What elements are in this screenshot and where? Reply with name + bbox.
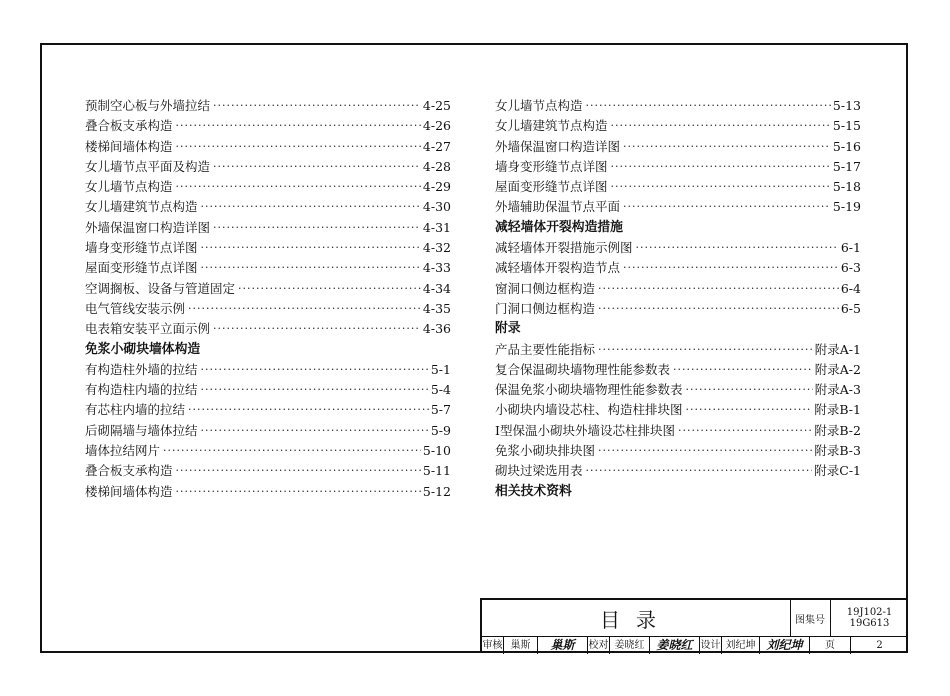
toc-entry xyxy=(85,157,451,177)
leader-dots xyxy=(598,340,813,360)
toc-entry xyxy=(495,258,861,278)
entry-title: 叠合板支承构造 xyxy=(85,463,173,479)
review-name: 巢斯 xyxy=(504,637,538,654)
toc-entry xyxy=(85,137,451,157)
entry-title: 有构造柱外墙的拉结 xyxy=(85,361,198,377)
entry-title: 保温免浆小砌块墙物理性能参数表 xyxy=(495,382,683,398)
toc-entry xyxy=(85,116,451,136)
entry-page: 5-7 xyxy=(430,402,451,418)
leader-dots xyxy=(213,319,421,339)
entry-page: 4-32 xyxy=(422,240,451,256)
toc-entry xyxy=(85,360,451,380)
toc-right-column xyxy=(495,96,861,502)
leader-dots xyxy=(598,299,839,319)
toc-entry xyxy=(85,238,451,258)
leader-dots xyxy=(176,137,421,157)
toc-entry xyxy=(85,441,451,461)
entry-page: 附录B-1 xyxy=(814,402,861,418)
entry-title: I型保温小砌块外墙设芯柱排块图 xyxy=(495,422,675,438)
leader-dots xyxy=(686,380,813,400)
entry-page: 4-33 xyxy=(422,260,451,276)
leader-dots xyxy=(176,177,421,197)
entry-title: 免浆小砌块墙体构造 xyxy=(85,341,201,357)
leader-dots xyxy=(201,360,429,380)
leader-dots xyxy=(201,197,421,217)
entry-title: 楼梯间墙体构造 xyxy=(85,138,173,154)
entry-title: 外墙保温窗口构造详图 xyxy=(495,138,621,154)
leader-dots xyxy=(636,238,839,258)
entry-title: 外墙保温窗口构造详图 xyxy=(85,219,211,235)
leader-dots xyxy=(678,421,812,441)
entry-title: 屋面变形缝节点详图 xyxy=(495,179,608,195)
entry-title: 门洞口侧边框构造 xyxy=(495,300,596,316)
entry-page: 附录B-3 xyxy=(814,443,861,459)
entry-page: 5-13 xyxy=(832,98,861,113)
entry-title: 减轻墙体开裂构造节点 xyxy=(495,260,621,276)
leader-dots xyxy=(623,197,831,217)
leader-dots xyxy=(163,441,421,461)
leader-dots xyxy=(213,218,421,238)
entry-page: 4-28 xyxy=(422,158,451,174)
entry-page: 5-17 xyxy=(832,158,861,174)
entry-page: 5-12 xyxy=(422,483,451,499)
leader-dots xyxy=(176,461,421,481)
entry-page: 附录B-2 xyxy=(814,422,861,438)
leader-dots xyxy=(586,461,813,481)
section-heading xyxy=(85,340,451,360)
entry-page: 附录A-2 xyxy=(814,361,861,377)
check-name: 姜晓红 xyxy=(610,637,650,654)
leader-dots xyxy=(238,279,421,299)
signature-row xyxy=(482,636,908,654)
entry-title: 减轻墙体开裂构造措施 xyxy=(495,219,623,235)
entry-page: 5-19 xyxy=(832,199,861,215)
entry-title: 复合保温砌块墙物理性能参数表 xyxy=(495,361,671,377)
section-heading xyxy=(495,218,861,238)
entry-title: 相关技术资料 xyxy=(495,483,572,499)
entry-page: 4-29 xyxy=(422,179,451,195)
leader-dots xyxy=(201,421,429,441)
leader-dots xyxy=(611,177,831,197)
entry-title: 楼梯间墙体构造 xyxy=(85,483,173,499)
atlas-number xyxy=(831,600,908,636)
toc-entry xyxy=(495,441,861,461)
entry-page: 4-25 xyxy=(422,98,451,113)
toc-entry xyxy=(495,279,861,299)
entry-title: 后砌隔墙与墙体拉结 xyxy=(85,422,198,438)
leader-dots xyxy=(598,279,839,299)
entry-title: 空调搁板、设备与管道固定 xyxy=(85,280,236,296)
entry-page: 4-26 xyxy=(422,118,451,134)
entry-title: 墙体拉结网片 xyxy=(85,443,161,459)
leader-dots xyxy=(188,400,429,420)
entry-page: 4-35 xyxy=(422,300,451,316)
leader-dots xyxy=(201,238,421,258)
entry-page: 5-10 xyxy=(422,443,451,459)
title-block xyxy=(480,598,908,653)
toc-entry xyxy=(495,299,861,319)
review-label: 审核 xyxy=(482,637,504,654)
toc-entry xyxy=(85,299,451,319)
entry-page: 6-1 xyxy=(840,240,861,256)
entry-page: 6-3 xyxy=(840,260,861,276)
toc-entry xyxy=(495,400,861,420)
entry-title: 女儿墙节点构造 xyxy=(495,98,583,113)
toc-entry xyxy=(85,461,451,481)
toc-entry xyxy=(85,177,451,197)
toc-entry xyxy=(495,380,861,400)
review-signature: 巢斯 xyxy=(538,637,588,654)
entry-title: 预制空心板与外墙拉结 xyxy=(85,98,211,113)
entry-title: 女儿墙建筑节点构造 xyxy=(495,118,608,134)
leader-dots xyxy=(201,258,421,278)
entry-title: 墙身变形缝节点详图 xyxy=(85,240,198,256)
entry-title: 女儿墙节点平面及构造 xyxy=(85,158,211,174)
entry-page: 5-18 xyxy=(832,179,861,195)
entry-page: 4-36 xyxy=(422,321,451,337)
toc-entry xyxy=(85,218,451,238)
entry-page: 5-9 xyxy=(430,422,451,438)
toc-entry xyxy=(495,96,861,116)
toc-entry xyxy=(85,197,451,217)
check-label: 校对 xyxy=(588,637,610,654)
entry-title: 外墙辅助保温节点平面 xyxy=(495,199,621,215)
leader-dots xyxy=(686,400,813,420)
atlas-number-2: 19G613 xyxy=(849,618,890,629)
entry-page: 5-15 xyxy=(832,118,861,134)
entry-page: 附录A-1 xyxy=(814,341,861,357)
entry-page: 5-1 xyxy=(430,361,451,377)
page-label: 页 xyxy=(810,637,851,654)
entry-title: 有芯柱内墙的拉结 xyxy=(85,402,186,418)
toc-left-column xyxy=(85,96,451,502)
sheet-title: 目录 xyxy=(482,600,791,636)
design-name: 刘纪坤 xyxy=(722,637,760,654)
section-heading xyxy=(495,482,861,502)
entry-page: 4-30 xyxy=(422,199,451,215)
toc-entry xyxy=(495,137,861,157)
entry-title: 女儿墙建筑节点构造 xyxy=(85,199,198,215)
toc-entry xyxy=(495,340,861,360)
toc-entry xyxy=(495,197,861,217)
entry-title: 女儿墙节点构造 xyxy=(85,179,173,195)
leader-dots xyxy=(623,137,831,157)
leader-dots xyxy=(598,441,812,461)
leader-dots xyxy=(673,360,813,380)
toc-entry xyxy=(85,258,451,278)
entry-page: 附录A-3 xyxy=(814,382,861,398)
leader-dots xyxy=(213,96,421,116)
leader-dots xyxy=(188,299,421,319)
entry-title: 附录 xyxy=(495,321,521,337)
entry-page: 6-5 xyxy=(840,300,861,316)
toc-entry xyxy=(495,461,861,481)
toc-entry xyxy=(495,177,861,197)
toc-entry xyxy=(85,96,451,116)
entry-page: 附录C-1 xyxy=(814,463,861,479)
toc-entry xyxy=(495,238,861,258)
entry-title: 免浆小砌块排块图 xyxy=(495,443,596,459)
leader-dots xyxy=(611,157,831,177)
entry-title: 电气管线安装示例 xyxy=(85,300,186,316)
entry-title: 有构造柱内墙的拉结 xyxy=(85,382,198,398)
atlas-number-1: 19J102-1 xyxy=(846,607,893,618)
entry-title: 砌块过梁选用表 xyxy=(495,463,583,479)
leader-dots xyxy=(213,157,421,177)
toc-entry xyxy=(495,116,861,136)
section-heading xyxy=(495,319,861,339)
leader-dots xyxy=(176,482,421,502)
toc-entry xyxy=(85,319,451,339)
leader-dots xyxy=(586,96,831,116)
design-label: 设计 xyxy=(700,637,722,654)
entry-page: 4-27 xyxy=(422,138,451,154)
toc-entry xyxy=(495,360,861,380)
toc-entry xyxy=(85,380,451,400)
leader-dots xyxy=(611,116,831,136)
toc-entry xyxy=(85,400,451,420)
toc-entry xyxy=(85,421,451,441)
entry-page: 5-4 xyxy=(430,382,451,398)
entry-page: 4-31 xyxy=(422,219,451,235)
toc-entry xyxy=(85,279,451,299)
atlas-number-label: 图集号 xyxy=(790,600,831,636)
check-signature: 姜晓红 xyxy=(650,637,700,654)
leader-dots xyxy=(201,380,429,400)
entry-page: 5-11 xyxy=(422,463,451,479)
entry-title: 屋面变形缝节点详图 xyxy=(85,260,198,276)
entry-title: 叠合板支承构造 xyxy=(85,118,173,134)
entry-title: 窗洞口侧边框构造 xyxy=(495,280,596,296)
entry-title: 产品主要性能指标 xyxy=(495,341,596,357)
entry-page: 5-16 xyxy=(832,138,861,154)
entry-page: 4-34 xyxy=(422,280,451,296)
toc-entry xyxy=(85,482,451,502)
design-signature: 刘纪坤 xyxy=(760,637,810,654)
leader-dots xyxy=(623,258,839,278)
toc-entry xyxy=(495,421,861,441)
leader-dots xyxy=(176,116,421,136)
page-number: 2 xyxy=(876,640,883,651)
entry-title: 减轻墙体开裂措施示例图 xyxy=(495,240,633,256)
entry-title: 墙身变形缝节点详图 xyxy=(495,158,608,174)
entry-title: 电表箱安装平立面示例 xyxy=(85,321,211,337)
toc-entry xyxy=(495,157,861,177)
entry-title: 小砌块内墙设芯柱、构造柱排块图 xyxy=(495,402,683,418)
entry-page: 6-4 xyxy=(840,280,861,296)
